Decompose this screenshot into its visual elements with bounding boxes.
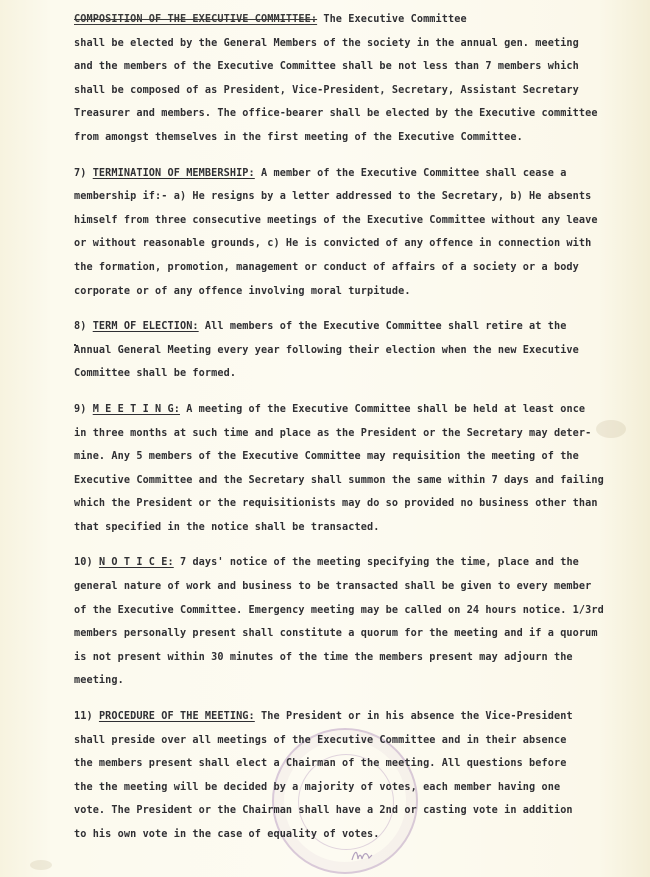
section-text: A meeting of the Executive Committee shall be held at least once xyxy=(179,403,586,415)
section-termination xyxy=(74,162,614,304)
section-term-of-election xyxy=(74,315,614,386)
document-line: and the members of the Executive Committee shall be not less than 7 members which xyxy=(74,61,579,73)
section-composition xyxy=(74,8,614,150)
section-text: A member of the Executive Committee shall cease a xyxy=(254,167,567,179)
section-heading: M E E T I N G: xyxy=(92,403,180,415)
document-line: which the President or the requisitionists may do so provided no business other than xyxy=(74,498,598,510)
document-line: or without reasonable grounds, c) He is convicted of any offence in connection with xyxy=(74,238,592,250)
section-meeting xyxy=(74,398,614,540)
section-text: 7 days' notice of the meeting specifying the time, place and the xyxy=(173,557,579,569)
document-line: that specified in the notice shall be transacted. xyxy=(74,521,380,533)
document-line: of the Executive Committee. Emergency meeting may be called on 24 hours notice. 1/3rd xyxy=(74,604,604,616)
paragraph-gap xyxy=(74,303,614,315)
section-heading: COMPOSITION OF THE EXECUTIVE COMMITTEE: xyxy=(74,14,318,25)
paragraph-gap xyxy=(74,693,614,705)
document-line xyxy=(74,705,614,729)
document-line: shall be composed of as President, Vice-President, Secretary, Assistant Secretary xyxy=(74,84,579,96)
section-text: All members of the Executive Committee shall retire at the xyxy=(198,321,567,333)
document-line: corporate or of any offence involving moral turpitude. xyxy=(74,285,411,297)
section-heading: N O T I C E: xyxy=(98,557,174,569)
document-line: Committee shall be formed. xyxy=(74,368,237,380)
document-line xyxy=(74,398,614,422)
section-number: 9) xyxy=(74,403,87,415)
paragraph-gap xyxy=(74,150,614,162)
document-line: the members present shall elect a Chairman of the meeting. All questions before xyxy=(74,758,567,770)
document-line: to his own vote in the case of equality of votes. xyxy=(74,829,380,840)
document-line: shall be elected by the General Members of the society in the annual gen. meeting xyxy=(74,37,579,49)
document-line xyxy=(74,162,614,186)
document-line: himself from three consecutive meetings of the Executive Committee without any leave xyxy=(74,214,598,226)
section-heading: TERMINATION OF MEMBERSHIP: xyxy=(92,167,255,179)
section-number: 10) xyxy=(74,557,93,569)
document-body xyxy=(74,8,614,847)
document-line: is not present within 30 minutes of the time the members present may adjourn the xyxy=(74,651,573,663)
section-number: 8) xyxy=(74,321,87,333)
document-line: meeting. xyxy=(74,675,124,687)
section-heading: TERM OF ELECTION: xyxy=(92,321,199,333)
section-notice xyxy=(74,551,614,693)
document-line: from amongst themselves in the first meeting of the Executive Committee. xyxy=(74,131,523,143)
document-line: mine. Any 5 members of the Executive Committee may requisition the meeting of the xyxy=(74,451,579,463)
document-line xyxy=(74,551,614,575)
paper-stain xyxy=(30,860,52,870)
document-line: shall preside over all meetings of the Executive Committee and in their absence xyxy=(74,734,567,746)
section-procedure xyxy=(74,705,614,847)
document-line: Treasurer and members. The office-bearer shall be elected by the Executive committee xyxy=(74,108,598,120)
document-line: membership if:- a) He resigns by a letter addressed to the Secretary, b) He absents xyxy=(74,191,592,203)
section-number: 11) xyxy=(74,711,93,723)
document-line: Executive Committee and the Secretary shall summon the same within 7 days and failing xyxy=(74,474,604,486)
document-line xyxy=(74,315,614,339)
document-line: members personally present shall constitute a quorum for the meeting and if a quorum xyxy=(74,628,598,640)
section-text: The President or in his absence the Vice-President xyxy=(254,711,573,723)
document-line: Annual General Meeting every year following their election when the new Executive xyxy=(74,344,579,356)
document-line: vote. The President or the Chairman shall have a 2nd or casting vote in addition xyxy=(74,805,573,817)
paragraph-gap xyxy=(74,539,614,551)
document-line xyxy=(74,8,614,32)
document-line: in three months at such time and place as the President or the Secretary may deter- xyxy=(74,427,592,439)
document-line: general nature of work and business to be transacted shall be given to every member xyxy=(74,581,592,593)
document-line: the the meeting will be decided by a majority of votes, each member having one xyxy=(74,781,561,793)
paragraph-gap xyxy=(74,386,614,398)
section-text: The Executive Committee xyxy=(317,14,467,25)
document-line: the formation, promotion, management or conduct of affairs of a society or a body xyxy=(74,261,579,273)
section-number: 7) xyxy=(74,167,87,179)
section-heading: PROCEDURE OF THE MEETING: xyxy=(98,711,255,723)
initials-signature xyxy=(350,848,374,862)
